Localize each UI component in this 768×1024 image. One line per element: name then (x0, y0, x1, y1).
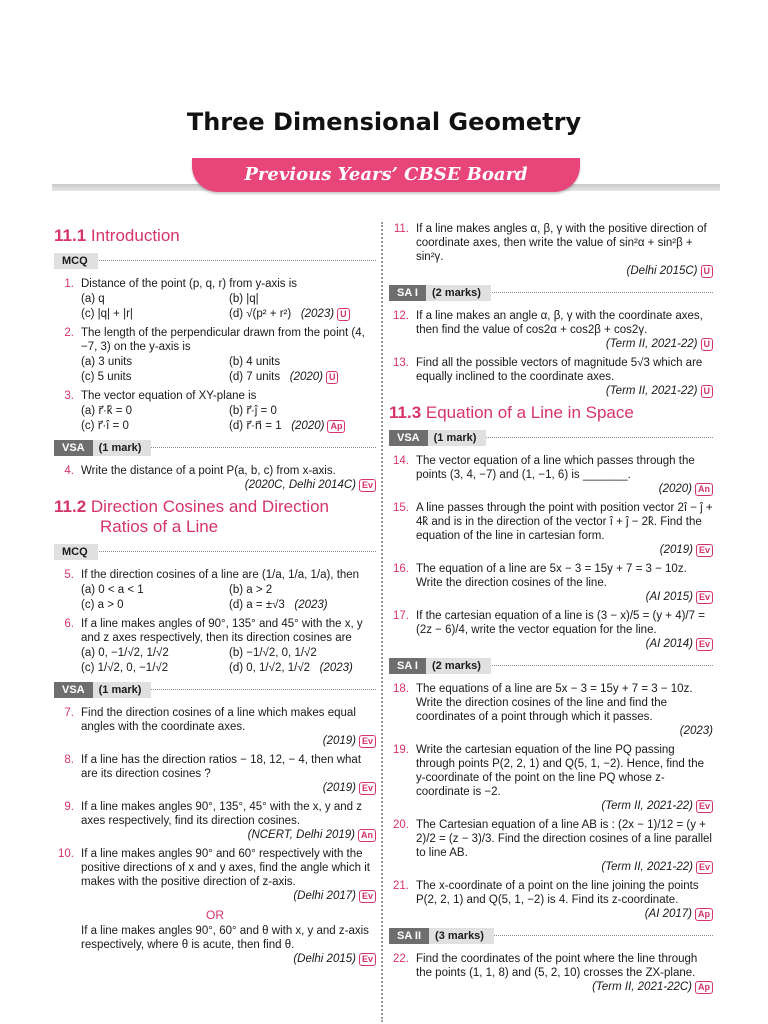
level-badge: Ev (359, 479, 376, 492)
question: 17. If the cartesian equation of a line is (3 − x)/5 = (y + 4)/7 = (2z − 6)/4, write the vector equation for the line. (AI 2014) Ev (389, 609, 713, 651)
question: 3. The vector equation of XY-plane is (a) r⃗·k̂ = 0 (b) r⃗·ĵ = 0 (c) r⃗·î = 0 (d) r⃗·n⃗ = 1 (2020) Ap (54, 389, 376, 433)
question: 1. Distance of the point (p, q, r) from y-axis is (a) q (b) |q| (c) |q| + |r| (d) √(p² + r²) (2023) U (54, 277, 376, 321)
question: 14. The vector equation of a line which passes through the points (3, 4, −7) and (1, −1, 6) is _______. (2020) An (389, 454, 713, 496)
question: 16. The equation of a line are 5x − 3 = 15y + 7 = 3 − 10z. Write the direction cosines of the line. (AI 2015) Ev (389, 562, 713, 604)
question-type-label: VSA (1 mark) (54, 440, 376, 456)
level-badge: Ev (359, 953, 376, 966)
question: 11. If a line makes angles α, β, γ with the positive direction of coordinate axes, then write the value of sin²α + sin²β + sin²γ. (Delhi 2015C) U (389, 222, 713, 278)
level-badge: Ap (695, 908, 713, 921)
question: 7. Find the direction cosines of a line which makes equal angles with the coordinate axes. (2019) Ev (54, 706, 376, 748)
level-badge: U (701, 385, 714, 398)
section-heading: 11.1 Introduction (54, 226, 180, 245)
question-type-label: VSA (1 mark) (54, 682, 376, 698)
level-badge: Ev (696, 591, 713, 604)
section-heading: 11.2 Direction Cosines and Direction Ratios of a Line (54, 497, 329, 536)
level-badge: U (701, 265, 714, 278)
or-separator: OR (206, 908, 224, 922)
level-badge: An (695, 483, 713, 496)
column-divider (381, 222, 383, 1022)
question: 12. If a line makes an angle α, β, γ with the coordinate axes, then find the value of cos2α + cos2β + cos2γ. (Term II, 2021-22) U (389, 309, 713, 351)
left-column (54, 222, 376, 971)
level-badge: Ap (327, 420, 345, 433)
level-badge: Ev (696, 544, 713, 557)
level-badge: Ap (695, 981, 713, 994)
question: 13. Find all the possible vectors of magnitude 5√3 which are equally inclined to the coordinate axes. (Term II, 2021-22) U (389, 356, 713, 398)
level-badge: U (326, 371, 339, 384)
question: 5. If the direction cosines of a line are (1/a, 1/a, 1/a), then (a) 0 < a < 1 (b) a > 2 (c) a > 0 (d) a = ±√3 (2023) (64, 569, 360, 611)
question: 9. If a line makes angles 90°, 135°, 45° with the x, y and z axes respectively, find its direction cosines. (NCERT, Delhi 2019) An (54, 800, 376, 842)
right-column (389, 222, 713, 999)
question: 10. If a line makes angles 90° and 60° respectively with the positive directions of x and y axes, find the angle which it makes with the positive direction of z-axis. (Delhi 2017) Ev (54, 847, 376, 903)
question: 22. Find the coordinates of the point where the line through the points (1, 1, 8) and (5, 2, 10) crosses the ZX-plane. (Term II, 2021-22C) Ap (389, 952, 713, 994)
section-heading: 11.3 Equation of a Line in Space (389, 403, 634, 422)
question: 15. A line passes through the point with position vector 2î − ĵ + 4k̂ and is in the direction of the vector î + ĵ − 2k̂. Find the equation of the line in cartesian form. (2019) Ev (393, 502, 713, 556)
level-badge: An (358, 829, 376, 842)
banner-label: Previous Years’ CBSE Board Questions (192, 158, 580, 192)
question: If a line makes angles 90°, 60° and θ with x, y and z-axis respectively, where θ is acute, then find θ. (Delhi 2015) Ev (54, 924, 376, 966)
question-type-label: MCQ (54, 253, 376, 269)
level-badge: U (337, 308, 350, 321)
question-type-label: SA I (2 marks) (389, 285, 713, 301)
question: 2. The length of the perpendicular drawn from the point (4, −7, 3) on the y-axis is (a) 3 units (b) 4 units (c) 5 units (d) 7 units (2020) U (64, 327, 365, 383)
section-banner (52, 150, 720, 219)
question: 20. The Cartesian equation of a line AB is : (2x − 1)/12 = (y + 2)/2 = (z − 3)/3. Find the direction cosines of a line parallel to line AB. (Term II, 2021-22) Ev (393, 819, 712, 873)
level-badge: Ev (359, 735, 376, 748)
level-badge: Ev (359, 782, 376, 795)
question: 8. If a line has the direction ratios − 18, 12, − 4, then what are its direction cosines ? (2019) Ev (54, 753, 376, 795)
level-badge: Ev (359, 890, 376, 903)
level-badge: Ev (696, 800, 713, 813)
level-badge: Ev (696, 861, 713, 874)
question-type-label: VSA (1 mark) (389, 430, 713, 446)
question-type-label: SA II (3 marks) (389, 928, 713, 944)
level-badge: U (701, 338, 714, 351)
question: 21. The x-coordinate of a point on the line joining the points P(2, 2, 1) and Q(5, 1, −2) is 4. Find its z-coordinate. (AI 2017) Ap (389, 879, 713, 921)
page-title: Three Dimensional Geometry (186, 108, 582, 136)
question: 19. Write the cartesian equation of the line PQ passing through points P(2, 2, 1) and Q(5, 1, −2). Hence, find the y-coordinate of the point on the line PQ whose z-coordinate is −2. (Term II, 2021-22) Ev (389, 743, 713, 813)
question-type-label: SA I (2 marks) (389, 658, 713, 674)
question-type-label: MCQ (54, 544, 376, 560)
question: 4. Write the distance of a point P(a, b, c) from x-axis. (2020C, Delhi 2014C) Ev (54, 464, 376, 492)
level-badge: Ev (696, 638, 713, 651)
question: 6. If a line makes angles of 90°, 135° and 45° with the x, y and z axes respectively, then its direction cosines are (a) 0, −1/√2, 1/√2 (b) −1/√2, 0, 1/√2 (c) 1/√2, 0, −1/√2 (d) 0, 1/√2, 1/√2 (2023) (64, 618, 363, 674)
question: 18. The equations of a line are 5x − 3 = 15y + 7 = 3 − 10z. Write the direction cosines of the line and find the coordinates of a point through which it passes. (2023) (393, 683, 713, 737)
